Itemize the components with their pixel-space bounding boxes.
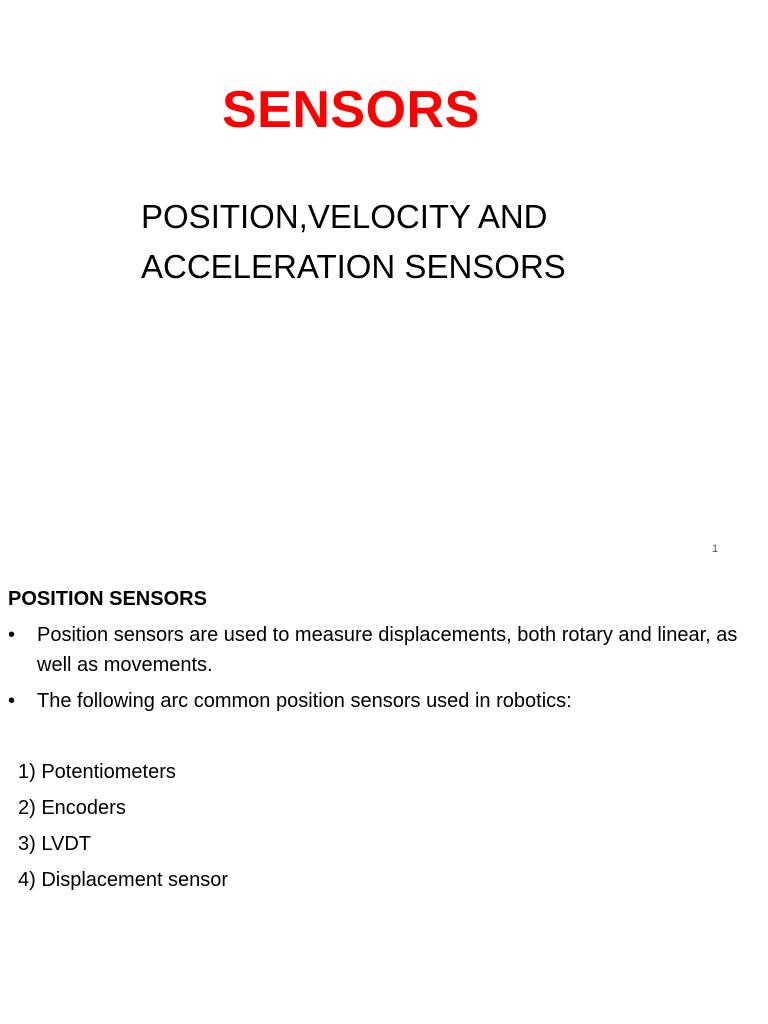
section-heading: POSITION SENSORS: [8, 588, 207, 610]
bullet-item: [8, 686, 760, 716]
list-item: 2) Encoders: [18, 797, 126, 819]
bullet-text: The following arc common position sensors used in robotics:: [37, 690, 572, 712]
slide-title: SENSORS: [222, 81, 480, 139]
page-number: 1: [712, 543, 719, 555]
slide-subtitle: [141, 192, 741, 292]
bullet-icon: •: [8, 690, 16, 712]
bullet-text: Position sensors are used to measure displacements, both rotary and linear, as well as movements.: [37, 624, 738, 676]
subtitle-line: POSITION,VELOCITY AND: [141, 198, 548, 235]
bullet-item: [8, 620, 760, 680]
list-item: 4) Displacement sensor: [18, 869, 229, 891]
bullet-icon: •: [8, 624, 16, 646]
list-item: 1) Potentiometers: [18, 761, 176, 783]
subtitle-line: ACCELERATION SENSORS: [141, 248, 566, 285]
sensor-list: [18, 754, 228, 898]
bullet-list: [8, 620, 760, 722]
content-slide: [0, 576, 768, 1024]
list-item: 3) LVDT: [18, 833, 91, 855]
